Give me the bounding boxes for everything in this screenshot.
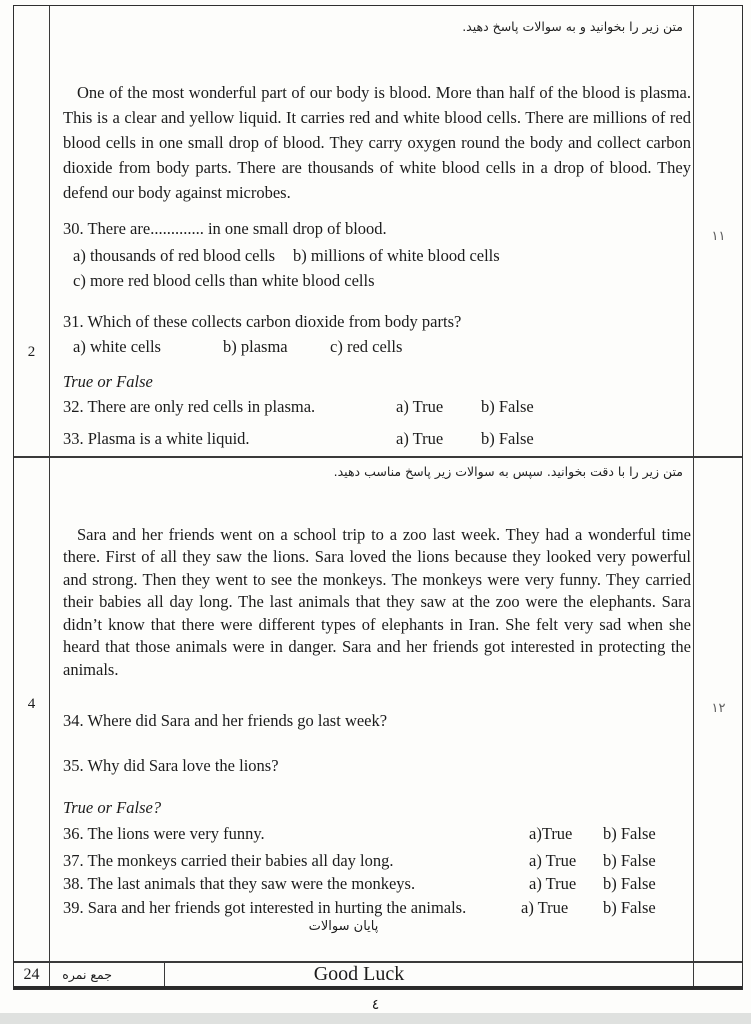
section1-score: 2 bbox=[27, 344, 36, 360]
section1-number-fa: ۱۱ bbox=[711, 229, 726, 244]
end-of-questions-label: پایان سوالات bbox=[308, 919, 379, 934]
question-30-option-a: a) thousands of red blood cells bbox=[73, 246, 276, 265]
section1-passage: One of the most wonderful part of our body is blood. More than half of the blood is plasma. This is a clear and yellow liquid. It carries red and white blood cells. There are millions of red blood cells in one small drop of blood. They carry oxygen round the body and collect carbon dioxide from body parts. There are thousands of white blood cells in a drop of blood. They defend our body against microbes. bbox=[63, 82, 691, 202]
question-37-text: 37. The monkeys carried their babies all day long. bbox=[63, 851, 394, 870]
question-39-text: 39. Sara and her friends got interested in hurting the animals. bbox=[63, 898, 467, 917]
question-37-false: b) False bbox=[603, 851, 656, 870]
page-number: ٤ bbox=[371, 997, 380, 1013]
section2-true-false-label: True or False? bbox=[63, 798, 162, 817]
question-31-option-a: a) white cells bbox=[73, 337, 161, 356]
question-33-false: b) False bbox=[481, 429, 534, 448]
question-31-option-c: c) red cells bbox=[330, 337, 403, 356]
scan-edge-strip bbox=[0, 1013, 751, 1024]
question-31-text: 31. Which of these collects carbon dioxide from body parts? bbox=[63, 312, 462, 331]
section2-score: 4 bbox=[27, 696, 36, 712]
question-30-text: 30. There are............. in one small drop of blood. bbox=[63, 219, 387, 238]
main-content bbox=[49, 6, 693, 989]
question-36-text: 36. The lions were very funny. bbox=[63, 824, 265, 843]
question-36-false: b) False bbox=[603, 824, 656, 843]
question-38-true: a) True bbox=[529, 874, 577, 893]
right-column-divider bbox=[693, 6, 694, 989]
section2-number-fa: ۱۲ bbox=[711, 701, 726, 716]
question-35-text: 35. Why did Sara love the lions? bbox=[63, 756, 279, 775]
section2-instruction-fa: متن زیر را با دقت بخوانید. سپس به سوالات زیر پاسخ مناسب دهید. bbox=[333, 464, 683, 479]
question-31-option-b: b) plasma bbox=[223, 337, 288, 356]
section1-true-false-label: True or False bbox=[63, 372, 153, 391]
question-32-false: b) False bbox=[481, 397, 534, 416]
footer-total-label-fa: جمع نمره bbox=[62, 967, 112, 982]
section2-passage: Sara and her friends went on a school trip to a zoo last week. They had a wonderful time there. First of all they saw the lions. Sara loved the lions because they looked very powerful and strong. Then they went to see the monkeys. The monkeys were very funny. They carried their babies all day long. The last animals that they saw at the zoo were the elephants. Sara didn’t know that there were different types of elephants in Iran. She felt very sad when she heard that those animals were in danger. Sara and her friends got interested in protecting the animals. bbox=[63, 524, 691, 679]
question-34-text: 34. Where did Sara and her friends go last week? bbox=[63, 711, 388, 730]
question-37-true: a) True bbox=[529, 851, 577, 870]
question-39-true: a) True bbox=[521, 898, 569, 917]
question-30-option-c: c) more red blood cells than white blood cells bbox=[73, 271, 375, 290]
question-38-text: 38. The last animals that they saw were the monkeys. bbox=[63, 874, 416, 893]
question-33-text: 33. Plasma is a white liquid. bbox=[63, 429, 250, 448]
question-38-false: b) False bbox=[603, 874, 656, 893]
footer-total-score: 24 bbox=[23, 966, 40, 983]
question-33-true: a) True bbox=[396, 429, 444, 448]
question-36-true: a)True bbox=[529, 824, 573, 843]
question-39-false: b) False bbox=[603, 898, 656, 917]
good-luck-text: Good Luck bbox=[313, 963, 405, 985]
question-32-text: 32. There are only red cells in plasma. bbox=[63, 397, 316, 416]
section1-instruction-fa: متن زیر را بخوانید و به سوالات پاسخ دهید. bbox=[462, 19, 683, 34]
question-32-true: a) True bbox=[396, 397, 444, 416]
exam-table bbox=[13, 5, 743, 990]
question-30-option-b: b) millions of white blood cells bbox=[293, 246, 500, 265]
